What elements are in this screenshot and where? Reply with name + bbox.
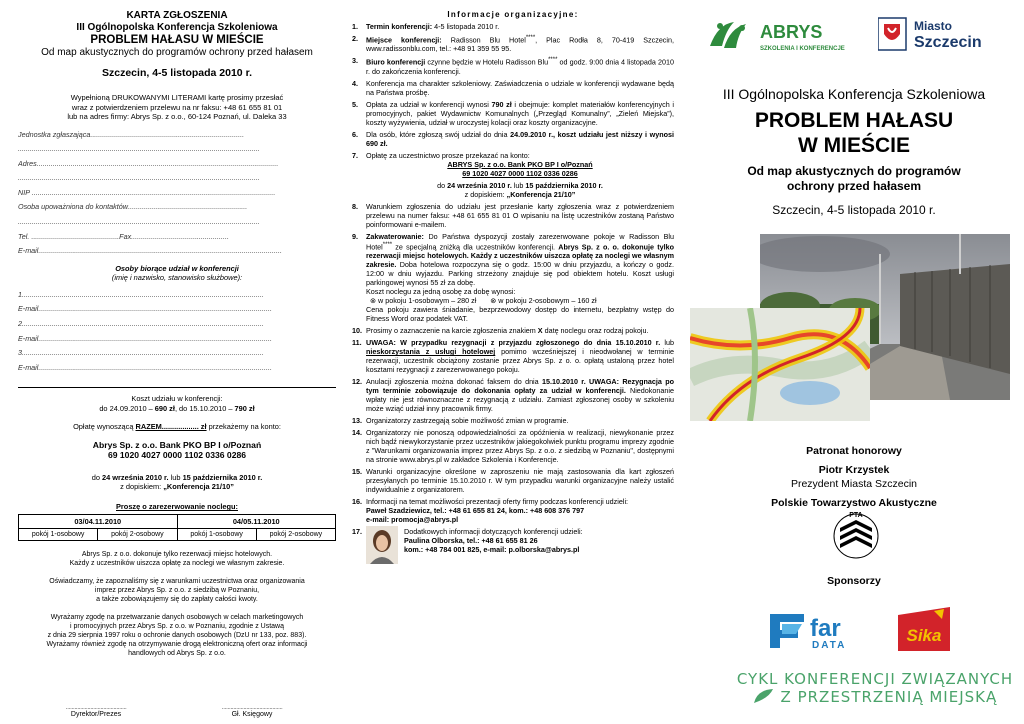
info-item-contact: [352, 527, 674, 564]
info-item: [352, 151, 674, 199]
item-text: Organizatorzy zastrzegają sobie możliwość zmian w programie.: [366, 416, 569, 426]
sika-logo: [896, 605, 952, 653]
item-text: Informacji na temat możliwości prezentacji oferty firmy podczas konferencji udzieli: Paweł Szadziewicz, tel.: +48 61 655 81 24, kom.: +48 608 376 797 e-mail: promocja@abrys.pl: [366, 497, 629, 525]
item-number: 1.: [352, 22, 358, 31]
field-address[interactable]: Adres.........................................................................................................................: [18, 158, 279, 168]
field-contact-cont[interactable]: .........................................................................................................................: [18, 217, 260, 227]
item-number: 17.: [352, 527, 362, 537]
patron-role: Prezydent Miasta Szczecin: [790, 478, 918, 490]
info-item: [352, 416, 674, 425]
item-text: Opłata za udział w konferencji wynosi 790 zł i obejmuje: komplet materiałów konferencyjnych i promocyjnych, pakiet Wydawnictw Komunalnych („Przegląd Komunalny”, „Zieleń Miejska”), koszty wyżywienia, udział w uroczystej kolacji oraz koszty organizacyjne.: [366, 99, 674, 127]
cover-subtitle-line: Od map akustycznych do programów: [747, 164, 961, 178]
item-number: 8.: [352, 201, 358, 211]
note-line: Każdy z uczestników uiszcza opłatę za noclegi we własnym zakresie.: [69, 559, 285, 567]
far-wordmark: far: [810, 615, 841, 642]
declaration-line: Oświadczamy, że zapoznaliśmy się z warunkami uczestnictwa oraz organizowania: [49, 577, 305, 585]
night-2-date: 04/05.11.2010: [177, 514, 336, 528]
patron-society: Polskie Towarzystwo Akustyczne: [771, 497, 937, 509]
info-item: [352, 79, 674, 97]
cost-price-1: 690 zł: [154, 403, 175, 413]
series-line-2-text: Z PRZESTRZENIĄ MIEJSKĄ: [780, 688, 998, 706]
info-list: [352, 22, 674, 524]
cover-title: [690, 108, 1018, 158]
item-number: 11.: [352, 338, 362, 348]
item-number: 5.: [352, 99, 358, 109]
payment-text-end: przekażemy na konto:: [206, 422, 281, 432]
declaration-line: a także zobowiązujemy się do zapłaty całości kwoty.: [96, 595, 258, 603]
accommodation-note: [18, 550, 336, 568]
pta-logo: [830, 508, 882, 560]
info-item: [352, 467, 674, 494]
payment-deadline: [18, 473, 336, 482]
item-number: 10.: [352, 326, 362, 336]
consent-line: Wyrażamy również zgodę na otrzymywanie drogą elektroniczną ofert oraz informacji: [46, 640, 308, 648]
deadline-1: 24 września 2010 r.: [102, 472, 169, 482]
accommodation-heading: Proszę o zarezerwowanie noclegu:: [116, 502, 238, 512]
item-number: 6.: [352, 129, 358, 139]
miasto-label: Miasto: [914, 19, 953, 33]
info-item: [352, 202, 674, 229]
reference-code: „Konferencja 21/10”: [163, 482, 234, 492]
conference-title: PROBLEM HAŁASU W MIEŚCIE: [90, 34, 264, 46]
field-nip[interactable]: NIP ..........................................................................................................................: [18, 187, 276, 197]
abrys-tagline: SZKOLENIA I KONFERENCJE: [760, 46, 845, 52]
series-line-1: CYKL KONFERENCJI ZWIĄZANYCH: [736, 670, 1014, 688]
conference-name: III Ogólnopolska Konferencja Szkoleniowa: [76, 22, 278, 33]
field-institution[interactable]: Jednostka zgłaszająca.............................................................................: [18, 129, 245, 139]
payment-text: Opłatę wynoszącą: [73, 422, 136, 432]
item-text: Zakwaterowanie: Do Państwa dyspozycji zostały zarezerwowane pokoje w Radisson Blu Hotel**** ze specjalną zniżką dla uczestników konferencji. Abrys Sp. z o. o. dokonuje tylko rezerwacji miejsc hotelowych. Każdy z uczestników uiszcza opłatę za noclegi we własnym zakresie. Doba hotelowa rozpoczyna się o godz. 15:00 w dniu przyjazdu, a kończy o godz. 12:00 w dniu wyjazdu. Parking strzeżony znajduje się pod obiektem hotelu. Koszt usługi parkingowej wynosi 55 zł za dobę. Koszt noclegu za jedną osobę za dobę wynosi: ⊗ w pokoju 1-osobowym – 280 zł ⊗ w pokoju 2-osobowym – 160 zł Cena pokoju zawiera śniadanie, bezprzewodowy dostęp do internetu, bezpłatny wstęp do Fitness Word oraz podatek VAT.: [366, 231, 674, 324]
info-item: [352, 100, 674, 127]
room-option-double-night-1[interactable]: pokój 2-osobowy: [98, 528, 177, 540]
leaf-icon: [753, 688, 775, 704]
deadline-text: do: [91, 472, 103, 482]
conference-date: Szczecin, 4-5 listopada 2010 r.: [102, 67, 252, 79]
participants-fields: [18, 288, 336, 376]
deadline-2: 15 października 2010 r.: [182, 472, 263, 482]
consent-line: i promocyjnych przez Abrys Sp. z o.o. w Poznaniu, zgodnie z Ustawą: [70, 622, 284, 630]
registration-form-column: [18, 10, 336, 724]
applicant-fields: [18, 128, 336, 259]
cost-price-2: 790 zł: [234, 403, 255, 413]
item-number: 13.: [352, 416, 362, 426]
signature-accountant[interactable]: [202, 704, 302, 718]
abrys-name: ABRYS: [760, 22, 823, 42]
item-number: 15.: [352, 467, 362, 477]
abrys-logo: [708, 16, 858, 56]
cover-conference-name: III Ogólnopolska Konferencja Szkoleniowa: [722, 86, 986, 102]
cover-subtitle-line: ochrony przed hałasem: [786, 179, 922, 193]
organizational-info-column: [352, 10, 674, 724]
cost-date-1: do 24.09.2010 –: [99, 403, 155, 413]
reference-text: z dopiskiem:: [120, 482, 164, 492]
signature-label: Gł. Księgowy: [231, 711, 273, 718]
data-consent: [18, 613, 336, 658]
cover-subtitle: [690, 164, 1018, 194]
item-number: 12.: [352, 377, 362, 387]
item-text: Miejsce konferencji: Radisson Blu Hotel****, Plac Rodła 8, 70-419 Szczecin, www.radissonblu.com, tel.: +48 91 359 55 95.: [366, 35, 674, 54]
field-email[interactable]: E-mail..........................................................................................................................: [18, 246, 282, 256]
info-heading: Informacje organizacyjne:: [447, 10, 579, 19]
item-text: Warunkiem zgłoszenia do udziału jest przesłanie karty zgłoszenia wraz z potwierdzeniem przelewu na numer faksu: +48 61 655 81 01 O wpisaniu na listę uczestników zostaną Państwo poinformowani e-mailem.: [366, 201, 674, 229]
consent-line: handlowych od Abrys Sp. z o.o.: [128, 649, 226, 657]
info-item: [352, 22, 674, 31]
participant-1[interactable]: 1.........................................................................................................................: [18, 289, 264, 299]
item-number: 14.: [352, 428, 362, 438]
payment-reference: [18, 482, 336, 491]
signature-line: ..........................................: [221, 704, 283, 711]
submission-instructions: [18, 93, 336, 122]
payment-total-field[interactable]: RAZEM.................. zł: [135, 422, 207, 432]
contact-mobile-email: kom.: +48 784 001 825, e-mail: p.olborska@abrys.pl: [404, 545, 580, 555]
info-item: [352, 428, 674, 464]
pta-label: PTA: [849, 512, 863, 519]
cover-column: [690, 0, 1018, 724]
terms-declaration: [18, 577, 336, 604]
bank-account: 69 1020 4027 0000 1102 0336 0286: [107, 450, 247, 461]
item-number: 2.: [352, 34, 358, 43]
cost-date-2: , do 15.10.2010 –: [174, 403, 235, 413]
cost-values: [18, 404, 336, 413]
participants-heading: Osoby biorące udział w konferencji: [115, 263, 239, 273]
item-text: Anulacji zgłoszenia można dokonać faksem do dnia 15.10.2010 r. UWAGA: Rezygnacja po tym terminie zobowiązuje do dokonania opłaty za udział w konferencji. Niedokonanie wpłaty nie jest równoznaczne z rezygnacją z udziału. Zamiast zgłoszonej osoby w szkoleniu może wziąć udział inny pracownik firmy.: [366, 377, 674, 414]
conference-series-banner: [730, 670, 1018, 706]
szczecin-label: Szczecin: [914, 34, 982, 51]
item-text: Termin konferencji: 4-5 listopada 2010 r.: [366, 22, 500, 31]
cover-date: Szczecin, 4-5 listopada 2010 r.: [772, 203, 936, 217]
consent-line: Wyrażamy zgodę na przetwarzanie danych osobowych w celach marketingowych: [50, 613, 304, 621]
noise-map-image: [690, 308, 870, 421]
info-item: [352, 56, 674, 75]
cover-title-line: W MIEŚCIE: [797, 134, 910, 157]
room-option-single-night-2[interactable]: pokój 1-osobowy: [177, 528, 256, 540]
conference-subtitle: Od map akustycznych do programów ochrony przed hałasem: [41, 47, 313, 58]
item-number: 9.: [352, 231, 358, 241]
contact-intro: Dodatkowych informacji dotyczących konferencji udzieli:: [404, 527, 583, 537]
item-text: Organizatorzy nie ponoszą odpowiedzialności za opóźnienia w realizacji, niewykonanie przez nich bądź niewykorzystanie przez uczestników jakiegokolwiek punktu programu imprezy zgodnie z "Warunkami organizowania imprez przez Abrys Sp. z o.o. z siedzibą w Poznaniu", dostępnymi na stronie www.abrys.pl w zakładce Szkolenia i Konferencje.: [366, 428, 674, 465]
item-text: Biuro konferencji czynne będzie w Hotelu Radisson Blu**** od godz. 9:00 dnia 4 listopada 2010 r. do zakończenia konferencji.: [366, 57, 674, 76]
participant-1-email[interactable]: E-mail.....................................................................................................................: [18, 304, 273, 314]
item-text: Opłatę za uczestnictwo prosze przekazać na konto: ABRYS Sp. z o.o. Bank PKO BP I o/Poznań 69 1020 4027 0000 1102 0336 0286 do 24 września 2010 r. lub 15 października 2010 r. z dopiskiem: „Konferencja 21/10”: [366, 150, 603, 199]
room-option-double-night-2[interactable]: pokój 2-osobowy: [256, 528, 335, 540]
patron-name: Piotr Krzystek: [818, 464, 890, 476]
night-1-date: 03/04.11.2010: [19, 514, 178, 528]
participant-3[interactable]: 3.........................................................................................................................: [18, 348, 264, 358]
instruction-line: lub na adres firmy: Abrys Sp. z o.o., 60-124 Poznań, ul. Daleka 33: [67, 112, 287, 121]
deadline-text: lub: [168, 472, 183, 482]
series-line-2: [730, 688, 1018, 706]
info-item: [352, 326, 674, 335]
field-phone-fax[interactable]: Tel. ............................................Fax.................................................: [18, 231, 230, 241]
item-text: Warunki organizacyjne określone w zaproszeniu nie mają zastosowania dla kart zgłoszeń przesyłanych po terminie 15.10.2010 r. W tym przypadku warunki organizacyjne należy ustalić indywidualnie z organizatorem.: [366, 467, 674, 495]
sponsors-heading: Sponsorzy: [827, 575, 881, 587]
info-item: [352, 338, 674, 374]
item-text: Prosimy o zaznaczenie na karcie zgłoszenia znakiem X datę noclegu oraz rodzaj pokoju.: [366, 326, 649, 336]
field-contact-person[interactable]: Osoba upoważniona do kontaktów............................................................: [18, 202, 248, 212]
fardata-logo: [768, 610, 868, 652]
form-heading: KARTA ZGŁOSZENIA: [126, 10, 228, 21]
participant-2-email[interactable]: E-mail.....................................................................................................................: [18, 333, 273, 343]
patronage-heading: Patronat honorowy: [806, 445, 902, 457]
payment-sentence: [18, 422, 336, 431]
participants-subheading: (imię i nazwisko, stanowisko służbowe):: [111, 272, 243, 282]
signature-label: Dyrektor/Prezes: [70, 711, 122, 718]
participant-2[interactable]: 2.........................................................................................................................: [18, 319, 264, 329]
signature-director[interactable]: [46, 704, 146, 718]
item-number: 16.: [352, 497, 362, 507]
info-item: [352, 497, 674, 524]
honorary-patronage: [690, 444, 1018, 510]
item-number: 3.: [352, 56, 358, 66]
accommodation-table: [18, 514, 336, 541]
item-text: UWAGA: W przypadku rezygnacji z przyjazdu zgłoszonego do dnia 15.10.2010 r. lub nieskorzystania z usługi hotelowej pomimo wcześniejszej i nieodwołanej w terminie rezerwacji, uczestnik obciążony zostanie przez Abrys Sp. z o. o. opłatą ustaloną przez hotel kosztami rezygnacji z zarezerwowanego pokoju.: [366, 338, 674, 375]
cost-label: Koszt udziału w konferencji:: [131, 394, 223, 404]
cover-title-line: PROBLEM HAŁASU: [754, 109, 954, 132]
info-item: [352, 130, 674, 148]
item-text: Konferencja ma charakter szkoleniowy. Zaświadczenia o udziale w konferencji wydawane będą na Państwa prośbę.: [366, 78, 674, 97]
signature-line: ..........................................: [65, 704, 127, 711]
instruction-line: Wypełnioną DRUKOWANYMI LITERAMI kartę prosimy przesłać: [70, 93, 284, 102]
item-number: 4.: [352, 78, 358, 88]
field-address-cont[interactable]: .........................................................................................................................: [18, 173, 260, 183]
room-option-single-night-1[interactable]: pokój 1-osobowy: [19, 528, 98, 540]
contact-photo: [366, 526, 398, 564]
contact-phone: Paulina Olborska, tel.: +48 61 655 81 26: [404, 536, 538, 546]
szczecin-logo: [878, 16, 996, 52]
field-institution-cont[interactable]: .........................................................................................................................: [18, 144, 260, 154]
participant-3-email[interactable]: E-mail.....................................................................................................................: [18, 362, 273, 372]
bank-name: Abrys Sp. z o.o. Bank PKO BP I o/Poznań: [92, 439, 262, 450]
logo-bar: [690, 0, 1018, 80]
instruction-line: wraz z potwierdzeniem przelewu na nr faksu: +48 61 655 81 01: [71, 102, 283, 112]
divider: [18, 387, 336, 388]
info-item: [352, 377, 674, 413]
sika-wordmark: Sika: [906, 626, 942, 645]
note-line: Abrys Sp. z o.o. dokonuje tylko rezerwacji miejsc hotelowych.: [81, 550, 273, 558]
info-item: [352, 232, 674, 323]
consent-line: z dnia 29 sierpnia 1997 roku o ochronie danych osobowych (DzU nr 133, poz. 883).: [47, 631, 307, 639]
info-item: [352, 34, 674, 53]
declaration-line: imprez przez Abrys Sp. z o.o. z siedzibą w Poznaniu,: [94, 586, 260, 594]
item-number: 7.: [352, 150, 358, 160]
far-data-wordmark: DATA: [812, 640, 847, 651]
item-text: Dla osób, które zgłoszą swój udział do dnia 24.09.2010 r., koszt udziału jest niższy i wynosi 690 zł.: [366, 129, 674, 148]
